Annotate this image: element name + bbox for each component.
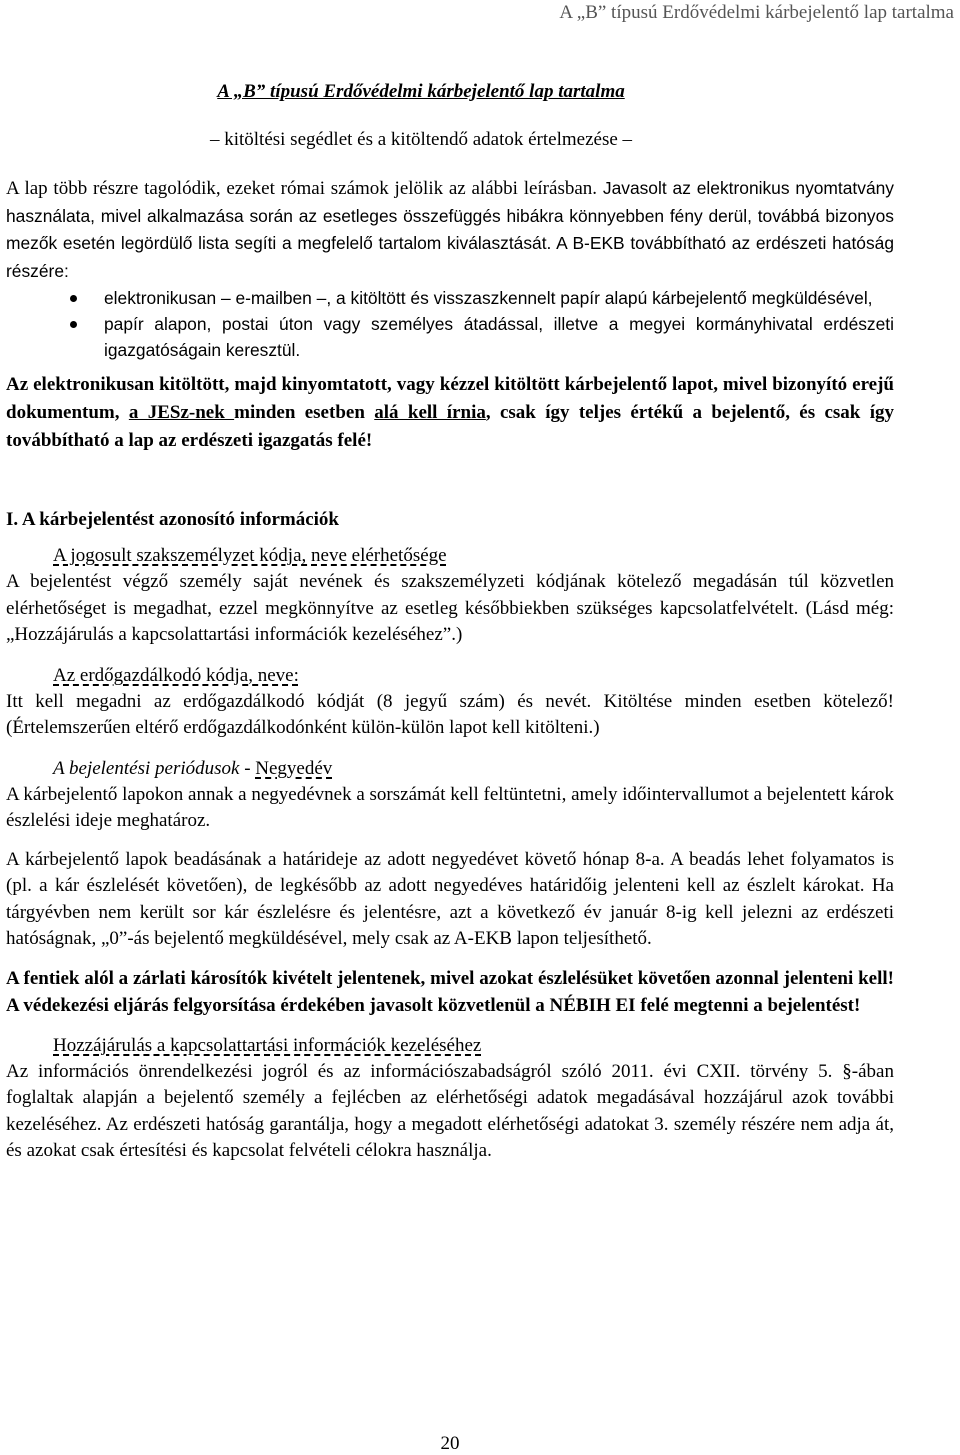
intro-sans-text-1: Javasolt az elektronikus nyomtatvány használata, mivel alkalmazása során az esetleges összefüggés hibákra könnyebben fény derül, továbbá bizonyos mezők esetén legördülő lista segíti a megfelelő tartalom kiválasztását. (6, 178, 894, 253)
bullet-icon (70, 295, 77, 302)
subheading-periods: A bejelentési periódusok - Negyedév (53, 757, 333, 779)
bullet-icon (70, 321, 77, 328)
intro-sans-text-2: A B-EKB továbbítható az erdészeti hatóság részére: (6, 233, 894, 281)
document-title: A „B” típusú Erdővédelmi kárbejelentő lap tartalma (217, 81, 625, 102)
section-heading: I. A kárbejelentést azonosító információk (6, 509, 340, 530)
intro-serif-text: A lap több részre tagolódik, ezeket római számok jelölik az alábbi leírásban. (6, 178, 598, 199)
quarantine-notice: A fentiek alól a zárlati károsítók kivételt jelentenek, mivel azokat észlelésüket követően azonnal jelenteni kell! A védekezési eljárás felgyorsítása érdekében javasolt közvetlenül a NÉBIH EI felé megtenni a bejelentést! (6, 967, 894, 1016)
delivery-options-list (6, 285, 894, 363)
paragraph-consent: Az információs önrendelkezési jogról és az információszabadságról szóló 2011. évi CXII. törvény 5. §-ában foglaltak alapján a bejelentő személy a fejlécben az elérhetőségi adatok megadásával hozzájárul azok további kezeléséhez. Az erdészeti hatóság garantálja, hogy a megadott elérhetőségi adatokat 3. személy részére nem adja át, és azokat csak értesítési és kapcsolat felvételi célokra használja. (6, 1060, 894, 1161)
must-sign-underlined: alá kell írnia (374, 402, 486, 423)
list-item: elektronikusan – e-mailben –, a kitöltött és visszaszkennelt papír alapú kárbejelentő megküldésével, (6, 285, 894, 311)
paragraph-deadline: A kárbejelentő lapok beadásának a határideje az adott negyedévet követő hónap 8-a. A beadás lehet folyamatos is (pl. a kár észlelését követően), de legkésőbb az adott negyedéves határidőig jelenteni kell az észlelt károkat. Ha tárgyévben nem került sor kár észlelésre és jelentésre, azt a következő év január 8-ig kell jelezni az erdészeti hatóságnak, „0”-ás bejelentő megküldésével, mely csak az A-EKB lapon teljesíthető. (6, 848, 894, 949)
document-subtitle: – kitöltési segédlet és a kitöltendő adatok értelmezése – (209, 129, 633, 150)
running-header: A „B” típusú Erdővédelmi kárbejelentő lap tartalma (559, 2, 954, 23)
jesz-underlined: a JESz-nek (128, 402, 235, 423)
paragraph-quarter: A kárbejelentő lapokon annak a negyedévnek a sorszámát kell feltüntetni, amely időintervallumot a bejelentett károk észlelési ideje meghatároz. (6, 783, 894, 831)
subheading-forest-manager: Az erdőgazdálkodó kódja, neve: (53, 664, 299, 686)
intro-paragraph (6, 175, 894, 285)
subheading-consent: Hozzájárulás a kapcsolattartási információk kezeléséhez (53, 1034, 482, 1056)
list-item: papír alapon, postai úton vagy személyes átadással, illetve a megyei kormányhivatal erdészeti igazgatóságain keresztül. (6, 311, 894, 363)
paragraph-forest-manager: Itt kell megadni az erdőgazdálkodó kódját (8 jegyű szám) és nevét. Kitöltése minden esetben kötelező! (Értelemszerűen eltérő erdőgazdálkodónként külön-külön lapot kell kitölteni.) (6, 690, 894, 738)
page-number: 20 (440, 1433, 460, 1454)
signature-notice: Az elektronikusan kitöltött, majd kinyomtatott, vagy kézzel kitöltött kárbejelentő lapot, mivel bizonyító erejű dokumentum, a JESz-nek minden esetben alá kell írnia, csak így teljes értékű a bejelentő, és csak így továbbítható a lap az erdészeti igazgatás felé! (6, 374, 895, 451)
page-content (6, 79, 894, 1165)
paragraph-specialist: A bejelentést végző személy saját nevének és szakszemélyzeti kódjának kötelező megadásán túl közvetlen elérhetőséget is megadhat, ezzel megkönnyítve az esetleg későbbiekben szükséges kapcsolatfelvételt. (Lásd még: „Hozzájárulás a kapcsolattartási információk kezeléséhez”.) (6, 571, 894, 645)
subheading-specialist: A jogosult szakszemélyzet kódja, neve elérhetősége (53, 545, 447, 566)
